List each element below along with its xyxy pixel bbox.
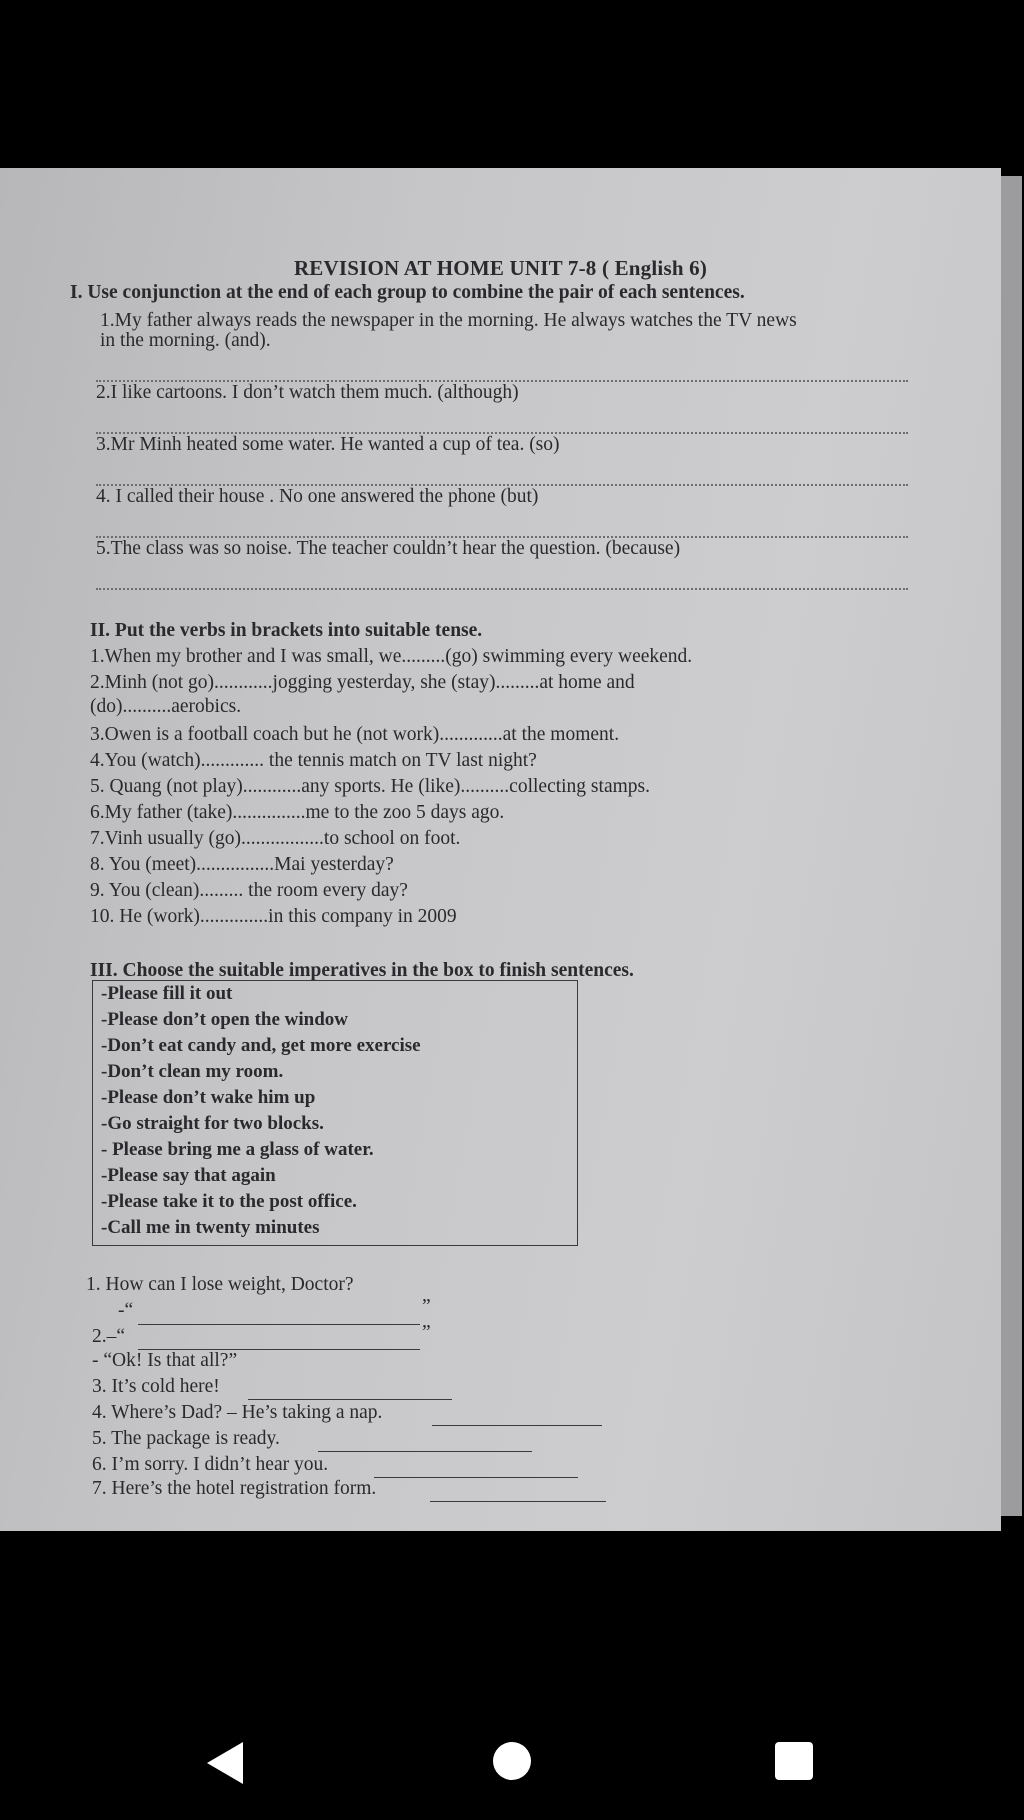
question-2: 2.–“ (92, 1326, 126, 1347)
answer-blank (430, 1501, 606, 1502)
section2-item: (do)..........aerobics. (90, 696, 242, 717)
box-item: -Don’t eat candy and, get more exercise (101, 1035, 421, 1056)
close-quote: ” (422, 1322, 431, 1343)
box-item: - Please bring me a glass of water. (101, 1139, 374, 1160)
question-2-reply: - “Ok! Is that all?” (92, 1350, 238, 1371)
box-item: -Go straight for two blocks. (101, 1113, 324, 1134)
box-item: -Please fill it out (101, 983, 233, 1004)
back-triangle-icon[interactable] (207, 1742, 243, 1784)
section2-item: 6.My father (take)...............me to the zoo 5 days ago. (90, 802, 505, 823)
section1-item-5: 5.The class was so noise. The teacher couldn’t hear the question. (because) (96, 538, 681, 559)
question-6: 6. I’m sorry. I didn’t hear you. (92, 1454, 329, 1475)
answer-blank (318, 1451, 532, 1452)
section2-item: 4.You (watch)............. the tennis match on TV last night? (90, 750, 537, 771)
section3-heading: III. Choose the suitable imperatives in the box to finish sentences. (90, 960, 634, 981)
answer-blank (374, 1477, 578, 1478)
open-quote: -“ (118, 1300, 134, 1321)
worksheet-photo (0, 168, 1001, 1531)
section2-item: 8. You (meet)................Mai yesterday? (90, 854, 394, 875)
box-item: -Please say that again (101, 1165, 276, 1186)
recent-apps-square-icon[interactable] (775, 1742, 813, 1780)
section1-item-1a: 1.My father always reads the newspaper in the morning. He always watches the TV news (100, 310, 797, 331)
section2-item: 3.Owen is a football coach but he (not work).............at the moment. (90, 724, 620, 745)
box-item: -Don’t clean my room. (101, 1061, 284, 1082)
close-quote: ” (422, 1296, 431, 1317)
paper-edge (1001, 176, 1022, 1516)
section2-item: 2.Minh (not go)............jogging yesterday, she (stay).........at home and (90, 672, 635, 693)
question-4: 4. Where’s Dad? – He’s taking a nap. (92, 1402, 383, 1423)
box-item: -Please don’t wake him up (101, 1087, 316, 1108)
section2-item: 9. You (clean)......... the room every day? (90, 880, 408, 901)
question-5: 5. The package is ready. (92, 1428, 280, 1449)
box-item: -Call me in twenty minutes (101, 1217, 320, 1238)
question-3: 3. It’s cold here! (92, 1376, 220, 1397)
section2-item: 5. Quang (not play)............any sports. He (like)..........collecting stamps. (90, 776, 650, 797)
box-item: -Please don’t open the window (101, 1009, 349, 1030)
section2-item: 1.When my brother and I was small, we.........(go) swimming every weekend. (90, 646, 693, 667)
question-1: 1. How can I lose weight, Doctor? (86, 1274, 354, 1295)
section2-item: 10. He (work)..............in this company in 2009 (90, 906, 457, 927)
section1-item-4: 4. I called their house . No one answered the phone (but) (96, 486, 539, 507)
imperatives-box (92, 980, 578, 1246)
system-nav-bar (0, 1700, 1024, 1820)
section2-item: 7.Vinh usually (go).................to school on foot. (90, 828, 461, 849)
section1-item-1b: in the morning. (and). (100, 330, 271, 351)
home-circle-icon[interactable] (493, 1742, 531, 1780)
answer-blank (248, 1399, 452, 1400)
question-7: 7. Here’s the hotel registration form. (92, 1478, 377, 1499)
answer-blank (138, 1324, 420, 1325)
section1-item-2: 2.I like cartoons. I don’t watch them much. (although) (96, 382, 519, 403)
section2-heading: II. Put the verbs in brackets into suitable tense. (90, 620, 483, 641)
section1-heading: I. Use conjunction at the end of each group to combine the pair of each sentences. (70, 282, 745, 303)
worksheet-title: REVISION AT HOME UNIT 7-8 ( English 6) (293, 256, 708, 280)
section1-item-3: 3.Mr Minh heated some water. He wanted a cup of tea. (so) (96, 434, 560, 455)
answer-line (96, 588, 908, 590)
box-item: -Please take it to the post office. (101, 1191, 357, 1212)
answer-blank (432, 1425, 602, 1426)
